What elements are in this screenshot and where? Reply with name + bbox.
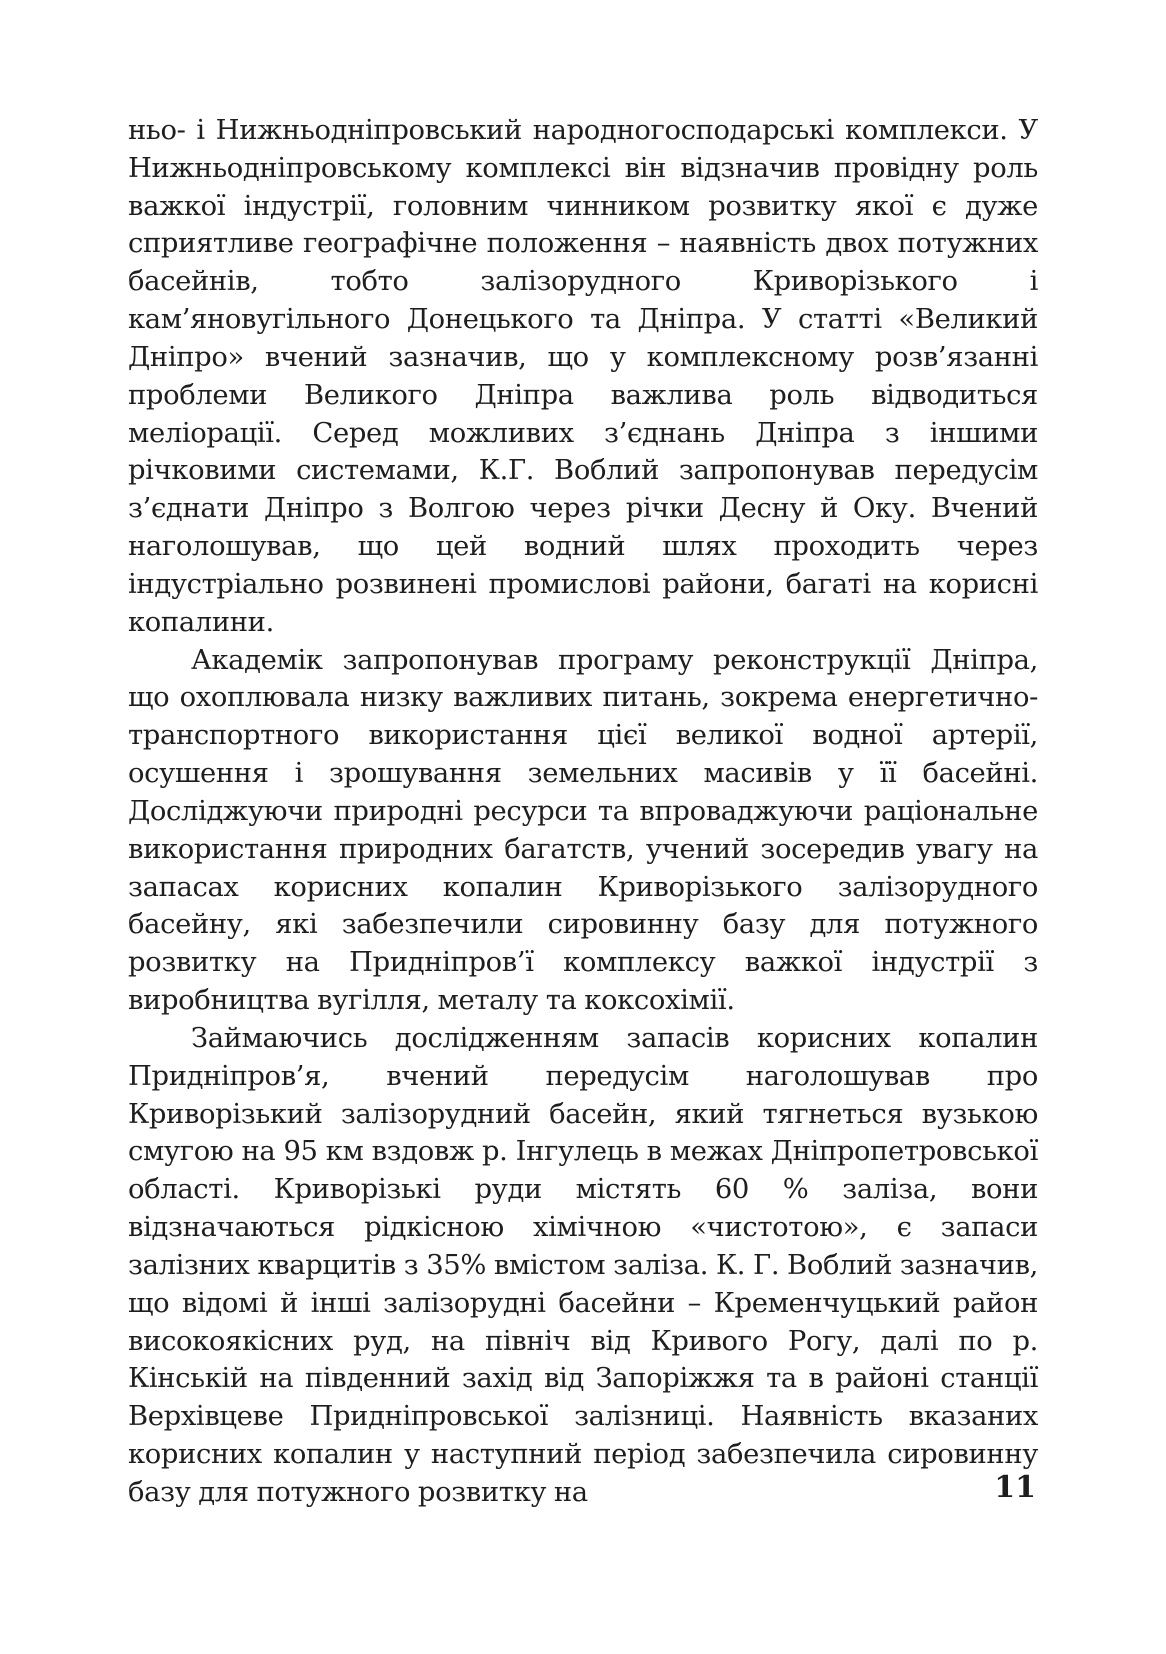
paragraph-1: ньо- і Нижньодніпровський народногосподарські комплекси. У Нижньодніпровському комплексі він відзначив провідну роль важкої індустрії, головним чинником розвитку якої є дуже сприятливе географічне положення – наявність двох потужних басейнів, тобто залізорудного Криворізького і кам’яновугільного Донецького та Дніпра. У статті «Великий Дніпро» вчений зазначив, що у комплексному розв’язанні проблеми Великого Дніпра важлива роль відводиться меліорації. Серед можливих з’єднань Дніпра з іншими річковими системами, К.Г. Воблий запропонував передусім з’єднати Дніпро з Волгою через річки Десну й Оку. Вчений наголошував, що цей водний шлях проходить через індустріально розвинені промислові райони, багаті на корисні копалини.	[128, 115, 1038, 638]
page-body	[128, 112, 1038, 1542]
paragraph-3: Займаючись дослідженням запасів корисних копалин Придніпров’я, вчений передусім наголошував про Криворізький залізорудний басейн, який тягнеться вузькою смугою на 95 км вздовж р. Інгулець в межах Дніпропетровської області. Криворізькі руди містять 60 % заліза, вони відзначаються рідкісною хімічною «чистотою», є запаси залізних кварцитів з 35% вмістом заліза. К. Г. Воблий зазначив, що відомі й інші залізорудні басейни – Кременчуцький район високоякісних руд, на північ від Кривого Рогу, далі по р. Кінській на південний захід від Запоріжжя та в районі станції Верхівцеве Придніпровської залізниці. Наявність вказаних корисних копалин у наступний період забезпечила сировинну базу для потужного розвитку на	[128, 1022, 1038, 1508]
paragraph-2: Академік запропонував програму реконструкції Дніпра, що охоплювала низку важливих питань, зокрема енергетично-транспортного використання цієї великої водної артерії, осушення і зрошування земельних масивів у її басейні. Досліджуючи природні ресурси та впроваджуючи раціональне використання природних багатств, учений зосередив увагу на запасах корисних копалин Криворізького залізорудного басейну, які забезпечили сировинну базу для потужного розвитку на Придніпров’ї комплексу важкої індустрії з виробництва вугілля, металу та коксохімії.	[128, 644, 1038, 1017]
page-number: 11	[994, 1470, 1036, 1505]
